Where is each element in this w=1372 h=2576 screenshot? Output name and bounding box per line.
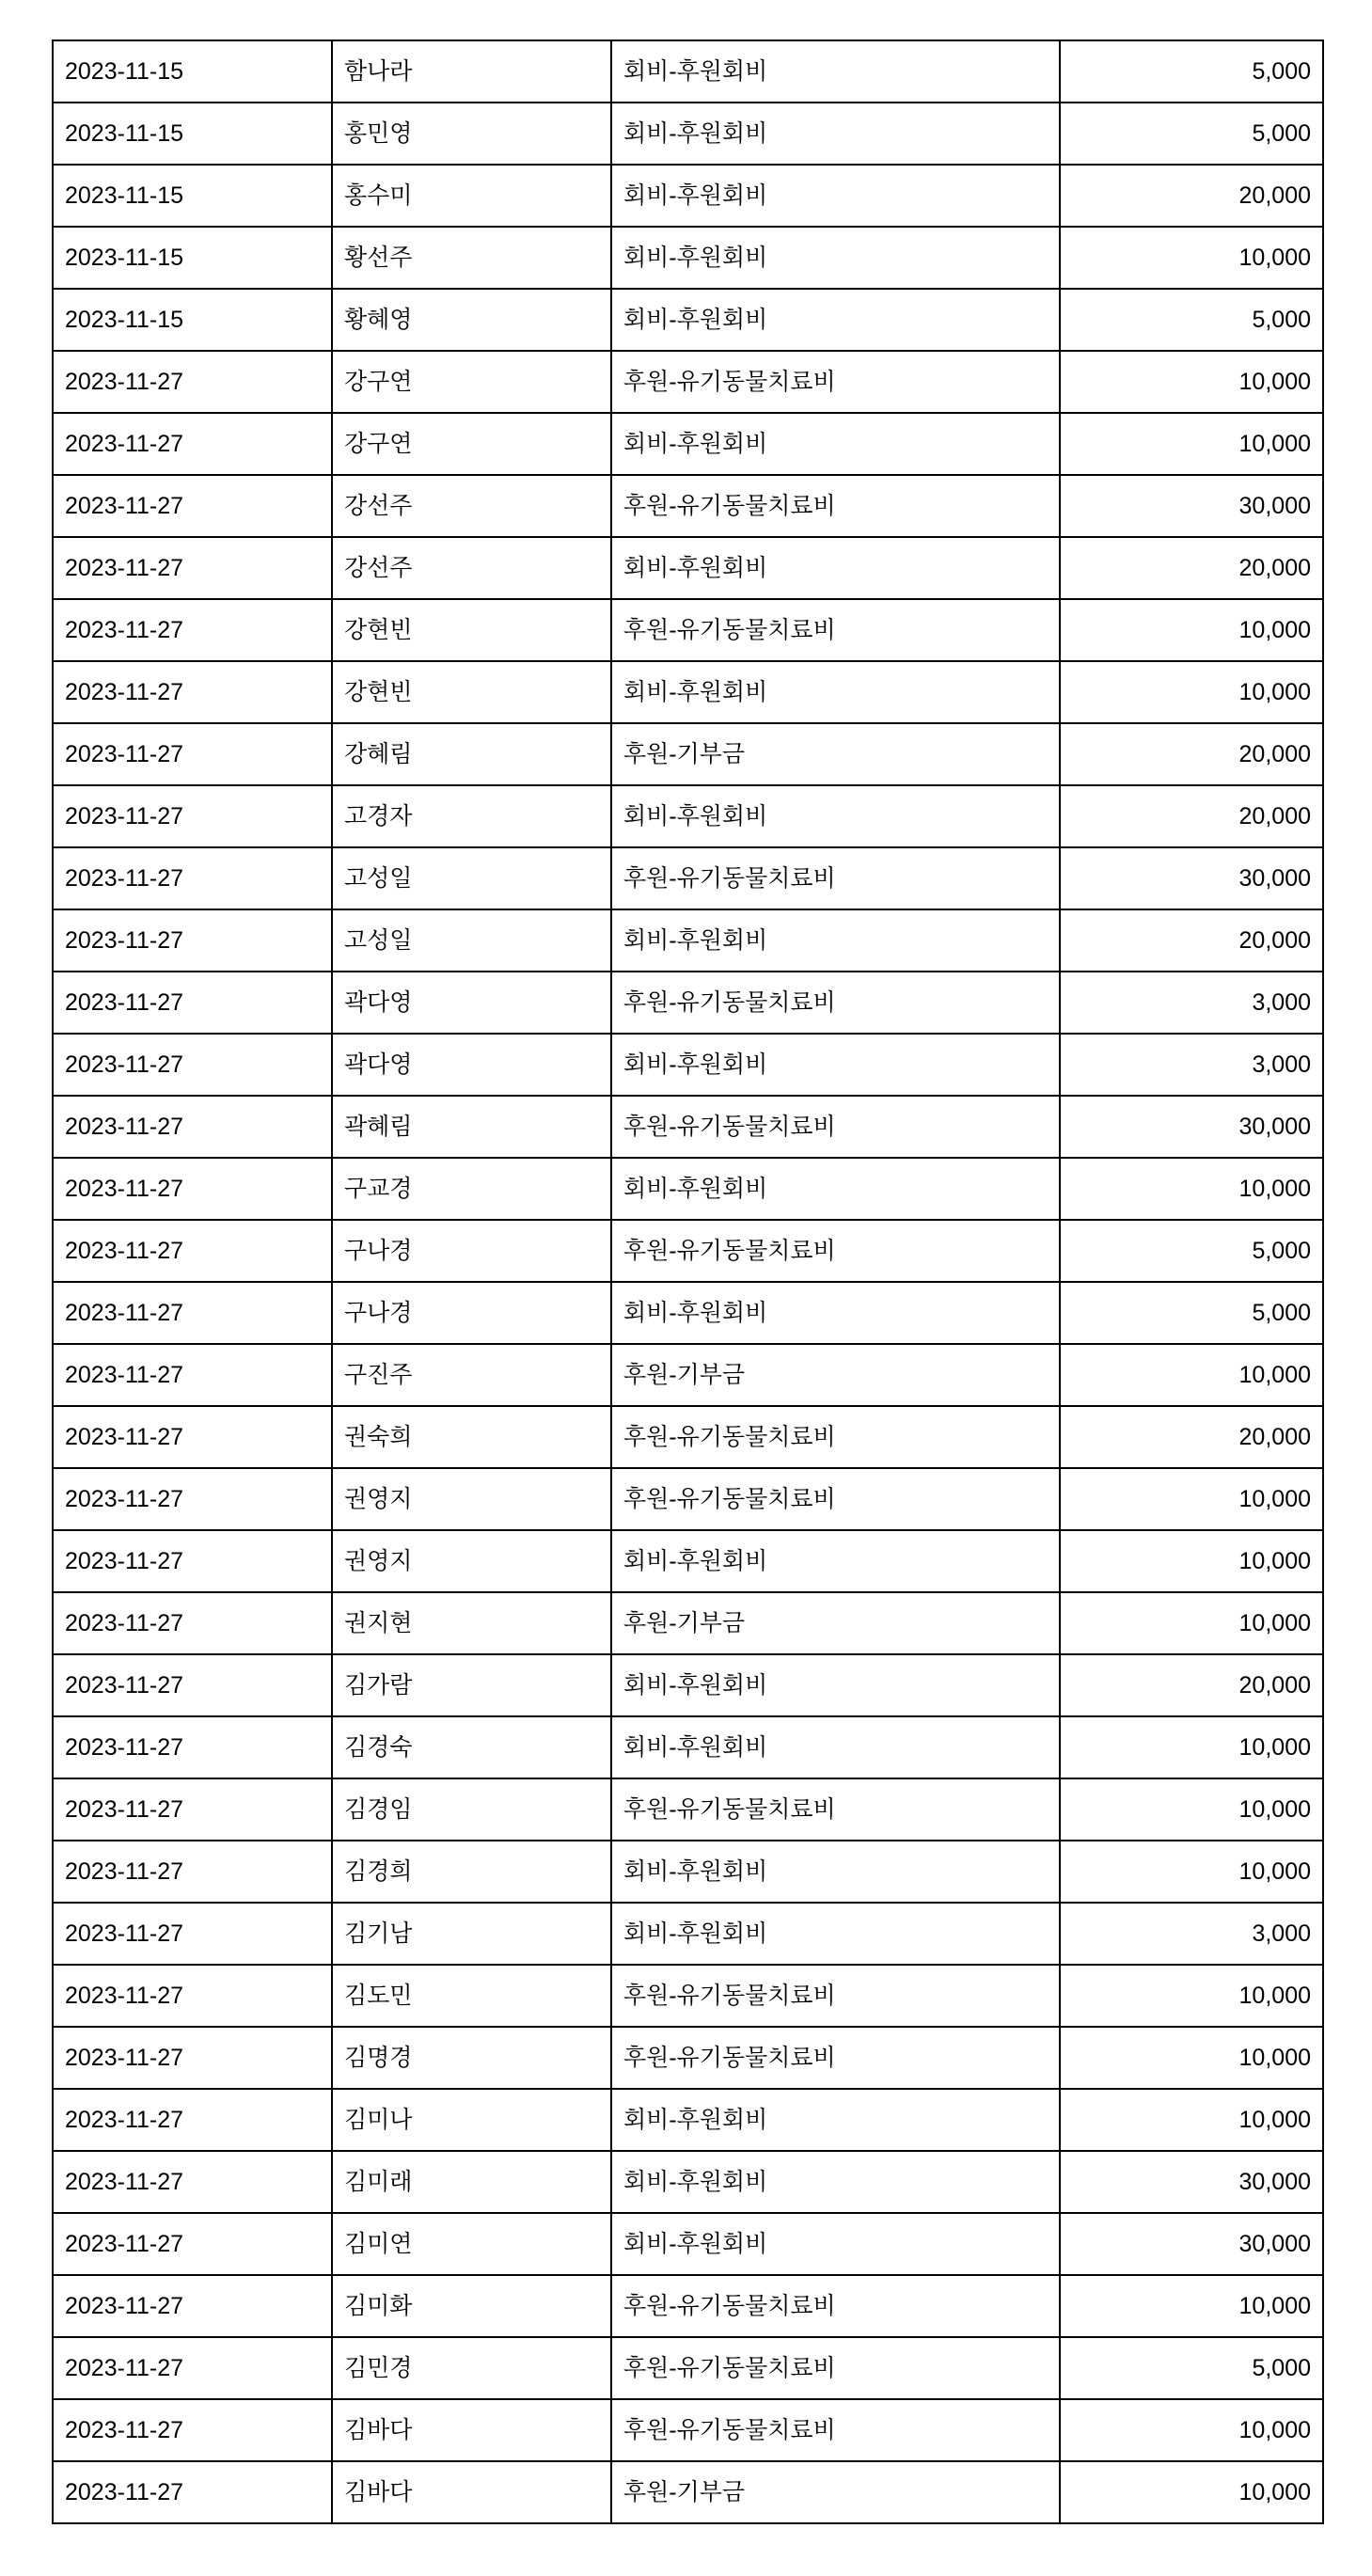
table-row [53, 351, 1323, 413]
table-row [53, 227, 1323, 289]
cell-date: 2023-11-27 [53, 537, 332, 599]
table-row [53, 40, 1323, 103]
cell-date: 2023-11-27 [53, 1530, 332, 1592]
cell-amount: 5,000 [1060, 40, 1323, 103]
cell-category: 회비-후원회비 [611, 289, 1060, 351]
cell-name: 곽다영 [332, 1034, 611, 1096]
cell-category: 후원-유기동물치료비 [611, 1468, 1060, 1530]
cell-name: 김경숙 [332, 1716, 611, 1778]
cell-name: 김경임 [332, 1778, 611, 1841]
cell-date: 2023-11-27 [53, 1965, 332, 2027]
cell-amount: 5,000 [1060, 2337, 1323, 2399]
table-row [53, 847, 1323, 909]
cell-category: 후원-유기동물치료비 [611, 599, 1060, 661]
cell-name: 고성일 [332, 909, 611, 972]
cell-date: 2023-11-27 [53, 1158, 332, 1220]
table-row [53, 1965, 1323, 2027]
cell-category: 회비-후원회비 [611, 537, 1060, 599]
cell-category: 회비-후원회비 [611, 413, 1060, 475]
cell-name: 강현빈 [332, 599, 611, 661]
table-row [53, 1034, 1323, 1096]
cell-name: 권지현 [332, 1592, 611, 1654]
cell-category: 후원-유기동물치료비 [611, 1220, 1060, 1282]
table-row [53, 2213, 1323, 2275]
cell-date: 2023-11-27 [53, 1034, 332, 1096]
cell-amount: 5,000 [1060, 1282, 1323, 1344]
table-row [53, 661, 1323, 723]
cell-name: 강선주 [332, 537, 611, 599]
cell-amount: 10,000 [1060, 2399, 1323, 2461]
cell-name: 함나라 [332, 40, 611, 103]
cell-category: 회비-후원회비 [611, 103, 1060, 165]
cell-date: 2023-11-27 [53, 972, 332, 1034]
cell-category: 후원-유기동물치료비 [611, 2275, 1060, 2337]
cell-name: 김미연 [332, 2213, 611, 2275]
cell-date: 2023-11-27 [53, 2337, 332, 2399]
cell-date: 2023-11-15 [53, 289, 332, 351]
table-row [53, 1716, 1323, 1778]
table-row [53, 1344, 1323, 1406]
cell-name: 권영지 [332, 1468, 611, 1530]
table-row [53, 165, 1323, 227]
cell-amount: 30,000 [1060, 2213, 1323, 2275]
cell-amount: 5,000 [1060, 103, 1323, 165]
table-row [53, 2275, 1323, 2337]
cell-amount: 10,000 [1060, 227, 1323, 289]
cell-name: 김경희 [332, 1841, 611, 1903]
cell-date: 2023-11-27 [53, 351, 332, 413]
cell-category: 회비-후원회비 [611, 165, 1060, 227]
cell-amount: 3,000 [1060, 972, 1323, 1034]
cell-name: 고경자 [332, 785, 611, 847]
cell-name: 강혜림 [332, 723, 611, 785]
cell-amount: 5,000 [1060, 1220, 1323, 1282]
cell-category: 후원-유기동물치료비 [611, 1778, 1060, 1841]
cell-category: 회비-후원회비 [611, 2151, 1060, 2213]
cell-name: 김미래 [332, 2151, 611, 2213]
table-row [53, 599, 1323, 661]
cell-date: 2023-11-27 [53, 1406, 332, 1468]
cell-amount: 20,000 [1060, 909, 1323, 972]
cell-date: 2023-11-27 [53, 1654, 332, 1716]
cell-amount: 30,000 [1060, 475, 1323, 537]
cell-name: 김미화 [332, 2275, 611, 2337]
cell-name: 곽다영 [332, 972, 611, 1034]
cell-category: 후원-유기동물치료비 [611, 475, 1060, 537]
cell-amount: 10,000 [1060, 2461, 1323, 2523]
cell-date: 2023-11-27 [53, 1592, 332, 1654]
cell-name: 구나경 [332, 1220, 611, 1282]
cell-date: 2023-11-27 [53, 475, 332, 537]
cell-name: 김미나 [332, 2089, 611, 2151]
cell-amount: 10,000 [1060, 661, 1323, 723]
table-row [53, 103, 1323, 165]
cell-amount: 10,000 [1060, 351, 1323, 413]
cell-category: 회비-후원회비 [611, 1841, 1060, 1903]
table-row [53, 289, 1323, 351]
table-row [53, 413, 1323, 475]
cell-name: 홍민영 [332, 103, 611, 165]
cell-category: 회비-후원회비 [611, 1282, 1060, 1344]
cell-amount: 10,000 [1060, 1344, 1323, 1406]
table-row [53, 1406, 1323, 1468]
cell-name: 구나경 [332, 1282, 611, 1344]
cell-amount: 5,000 [1060, 289, 1323, 351]
cell-amount: 10,000 [1060, 1468, 1323, 1530]
cell-date: 2023-11-15 [53, 40, 332, 103]
cell-name: 권영지 [332, 1530, 611, 1592]
cell-date: 2023-11-27 [53, 1096, 332, 1158]
cell-amount: 20,000 [1060, 723, 1323, 785]
table-row [53, 785, 1323, 847]
table-row [53, 1282, 1323, 1344]
table-row [53, 972, 1323, 1034]
cell-category: 회비-후원회비 [611, 1716, 1060, 1778]
cell-date: 2023-11-27 [53, 1220, 332, 1282]
cell-date: 2023-11-27 [53, 1903, 332, 1965]
cell-amount: 10,000 [1060, 2089, 1323, 2151]
cell-category: 회비-후원회비 [611, 2089, 1060, 2151]
cell-category: 후원-유기동물치료비 [611, 1406, 1060, 1468]
table-row [53, 1158, 1323, 1220]
table-row [53, 1592, 1323, 1654]
table-row [53, 2399, 1323, 2461]
cell-name: 김바다 [332, 2399, 611, 2461]
cell-amount: 10,000 [1060, 1592, 1323, 1654]
cell-category: 회비-후원회비 [611, 227, 1060, 289]
cell-name: 김가람 [332, 1654, 611, 1716]
cell-category: 회비-후원회비 [611, 40, 1060, 103]
cell-category: 회비-후원회비 [611, 909, 1060, 972]
cell-date: 2023-11-27 [53, 2089, 332, 2151]
cell-date: 2023-11-15 [53, 103, 332, 165]
cell-date: 2023-11-27 [53, 1778, 332, 1841]
cell-name: 황혜영 [332, 289, 611, 351]
table-row [53, 723, 1323, 785]
cell-date: 2023-11-27 [53, 785, 332, 847]
cell-amount: 3,000 [1060, 1034, 1323, 1096]
cell-name: 강현빈 [332, 661, 611, 723]
cell-amount: 10,000 [1060, 413, 1323, 475]
table-row [53, 1096, 1323, 1158]
table-row [53, 537, 1323, 599]
cell-amount: 10,000 [1060, 1716, 1323, 1778]
cell-category: 후원-유기동물치료비 [611, 351, 1060, 413]
cell-name: 강구연 [332, 413, 611, 475]
table-row [53, 1903, 1323, 1965]
cell-category: 후원-유기동물치료비 [611, 2399, 1060, 2461]
cell-name: 김명경 [332, 2027, 611, 2089]
cell-date: 2023-11-27 [53, 1344, 332, 1406]
cell-date: 2023-11-27 [53, 2399, 332, 2461]
cell-name: 강선주 [332, 475, 611, 537]
cell-date: 2023-11-15 [53, 165, 332, 227]
cell-name: 구진주 [332, 1344, 611, 1406]
cell-amount: 10,000 [1060, 2027, 1323, 2089]
cell-date: 2023-11-27 [53, 2275, 332, 2337]
cell-name: 황선주 [332, 227, 611, 289]
table-row [53, 2089, 1323, 2151]
cell-category: 후원-유기동물치료비 [611, 2337, 1060, 2399]
cell-amount: 30,000 [1060, 1096, 1323, 1158]
cell-amount: 20,000 [1060, 1406, 1323, 1468]
cell-amount: 10,000 [1060, 1841, 1323, 1903]
table-row [53, 475, 1323, 537]
cell-date: 2023-11-27 [53, 723, 332, 785]
cell-category: 후원-유기동물치료비 [611, 972, 1060, 1034]
table-row [53, 1530, 1323, 1592]
cell-category: 회비-후원회비 [611, 785, 1060, 847]
table-row [53, 1778, 1323, 1841]
cell-date: 2023-11-27 [53, 661, 332, 723]
cell-name: 강구연 [332, 351, 611, 413]
cell-date: 2023-11-27 [53, 1841, 332, 1903]
cell-category: 회비-후원회비 [611, 1034, 1060, 1096]
cell-date: 2023-11-27 [53, 2461, 332, 2523]
cell-name: 구교경 [332, 1158, 611, 1220]
cell-category: 회비-후원회비 [611, 661, 1060, 723]
table-row [53, 1841, 1323, 1903]
cell-amount: 30,000 [1060, 2151, 1323, 2213]
cell-name: 홍수미 [332, 165, 611, 227]
cell-date: 2023-11-27 [53, 2151, 332, 2213]
cell-date: 2023-11-27 [53, 1716, 332, 1778]
cell-date: 2023-11-27 [53, 909, 332, 972]
cell-name: 곽혜림 [332, 1096, 611, 1158]
table-row [53, 1220, 1323, 1282]
cell-name: 김바다 [332, 2461, 611, 2523]
cell-category: 회비-후원회비 [611, 2213, 1060, 2275]
cell-name: 김민경 [332, 2337, 611, 2399]
cell-amount: 20,000 [1060, 1654, 1323, 1716]
donation-table [52, 40, 1324, 2524]
cell-category: 회비-후원회비 [611, 1158, 1060, 1220]
cell-category: 후원-기부금 [611, 2461, 1060, 2523]
cell-date: 2023-11-27 [53, 1468, 332, 1530]
cell-amount: 20,000 [1060, 537, 1323, 599]
cell-amount: 10,000 [1060, 599, 1323, 661]
cell-date: 2023-11-27 [53, 2213, 332, 2275]
cell-name: 김도민 [332, 1965, 611, 2027]
cell-category: 후원-기부금 [611, 1344, 1060, 1406]
table-row [53, 2461, 1323, 2523]
cell-category: 후원-유기동물치료비 [611, 1096, 1060, 1158]
table-row [53, 1468, 1323, 1530]
cell-amount: 10,000 [1060, 1778, 1323, 1841]
table-row [53, 1654, 1323, 1716]
cell-date: 2023-11-27 [53, 1282, 332, 1344]
table-row [53, 2151, 1323, 2213]
cell-name: 권숙희 [332, 1406, 611, 1468]
cell-category: 후원-유기동물치료비 [611, 847, 1060, 909]
cell-category: 후원-유기동물치료비 [611, 1965, 1060, 2027]
donation-table-body [53, 40, 1323, 2523]
cell-date: 2023-11-15 [53, 227, 332, 289]
cell-amount: 10,000 [1060, 1965, 1323, 2027]
table-row [53, 909, 1323, 972]
cell-category: 후원-기부금 [611, 1592, 1060, 1654]
cell-amount: 10,000 [1060, 1530, 1323, 1592]
cell-category: 회비-후원회비 [611, 1903, 1060, 1965]
cell-amount: 3,000 [1060, 1903, 1323, 1965]
table-row [53, 2337, 1323, 2399]
cell-amount: 30,000 [1060, 847, 1323, 909]
cell-date: 2023-11-27 [53, 413, 332, 475]
cell-amount: 20,000 [1060, 785, 1323, 847]
cell-date: 2023-11-27 [53, 2027, 332, 2089]
cell-amount: 20,000 [1060, 165, 1323, 227]
cell-amount: 10,000 [1060, 1158, 1323, 1220]
cell-name: 고성일 [332, 847, 611, 909]
cell-category: 회비-후원회비 [611, 1654, 1060, 1716]
cell-date: 2023-11-27 [53, 847, 332, 909]
cell-amount: 10,000 [1060, 2275, 1323, 2337]
cell-category: 후원-유기동물치료비 [611, 2027, 1060, 2089]
cell-category: 회비-후원회비 [611, 1530, 1060, 1592]
table-row [53, 2027, 1323, 2089]
cell-date: 2023-11-27 [53, 599, 332, 661]
cell-name: 김기남 [332, 1903, 611, 1965]
cell-category: 후원-기부금 [611, 723, 1060, 785]
